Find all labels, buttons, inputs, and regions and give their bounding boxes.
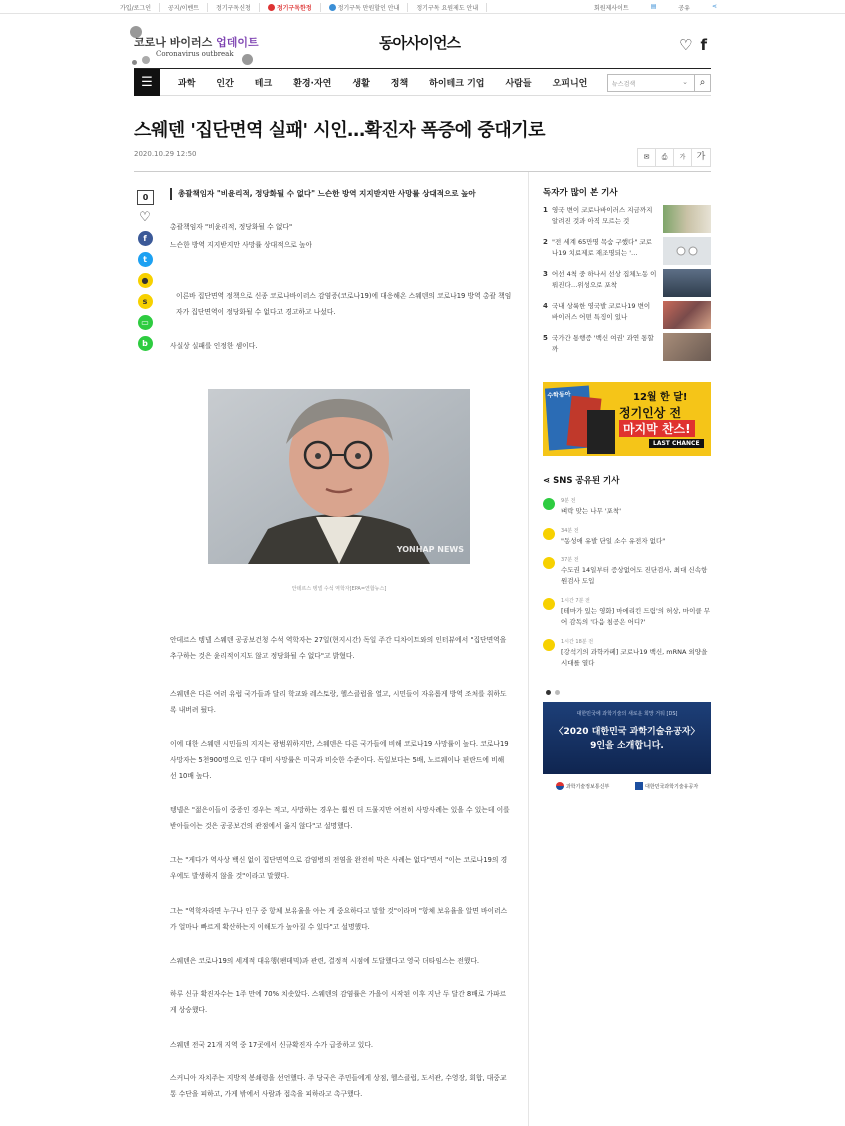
column-divider bbox=[528, 172, 529, 1126]
line-icon bbox=[543, 498, 555, 510]
header-icons bbox=[679, 36, 707, 54]
heart-icon[interactable]: ♡ bbox=[679, 36, 693, 54]
font-decrease-button[interactable]: 가 bbox=[674, 149, 692, 166]
site-logo[interactable]: 동아사이언스 bbox=[379, 34, 460, 52]
sns-item[interactable]: 37분 전 수도권 14일부터 증상없어도 진단검사, 최대 신속항원검사 도입 bbox=[543, 556, 713, 587]
email-icon[interactable]: ✉ bbox=[638, 149, 656, 166]
kakaostory-share-icon[interactable]: s bbox=[138, 294, 153, 309]
summary-line: 느슨한 방역 지지받지만 사망률 상대적으로 높아 bbox=[170, 241, 313, 249]
info-icon bbox=[329, 4, 336, 11]
science-award-ad-banner[interactable] bbox=[543, 702, 711, 798]
thumbnail-image[interactable] bbox=[663, 333, 711, 361]
thumbnail-image[interactable] bbox=[663, 269, 711, 297]
site-header bbox=[134, 16, 711, 68]
article-paragraph: 이른바 집단면역 정책으로 신종 코로나바이러스 감염증(코로나19)에 대응해온 스웨덴의 코로나19 방역 총괄 책임자가 집단면역이 정당화될 수 없다고 경고하고 나섰다. bbox=[176, 292, 512, 316]
article-paragraph: 스웨덴 전국 21개 지역 중 17곳에서 신규확진자 수가 급증하고 있다. bbox=[170, 1041, 374, 1049]
kakao-icon bbox=[543, 639, 555, 651]
article-paragraph: 하루 신규 확진자수는 1주 만에 70% 치솟았다. 스웨덴의 감염률은 가을이 시작된 이후 지난 두 달간 8배로 가파르게 상승했다. bbox=[170, 990, 507, 1014]
member-site-link[interactable]: 회원제사이트 bbox=[593, 5, 629, 12]
search-input[interactable]: 뉴스검색 ⌄ ⌕ bbox=[607, 74, 711, 92]
article-paragraph: 스커니아 자치주는 지방적 봉쇄령을 선언했다. 주 당국은 주민들에게 상점, 헬스클럽, 도서관, 수영장, 회합, 대중교통 수단을 피하고, 가게 밖에서 사람과 접촉을 피하라고 촉구했다. bbox=[170, 1074, 507, 1098]
nav-item-opinion[interactable]: 오피니언 bbox=[552, 78, 588, 89]
social-share-bar bbox=[137, 190, 153, 351]
article-paragraph: 스웨덴은 다른 여러 유럽 국가들과 달리 학교와 레스토랑, 헬스클럽을 열고, 시민들이 자유롭게 방역 조처를 취하도록 내버려 뒀다. bbox=[170, 690, 507, 714]
article-lead bbox=[170, 188, 510, 200]
photo-caption: 안데르스 텡넬 수석 역학자[EPA=연합뉴스] bbox=[291, 586, 387, 592]
ad-tag: LAST CHANCE bbox=[649, 439, 704, 448]
popular-item[interactable]: 5 국가간 통행증 '백신 여권' 과연 통할까 bbox=[543, 334, 654, 353]
virus-graphic bbox=[142, 56, 150, 64]
top-right-links bbox=[594, 3, 717, 12]
virus-graphic bbox=[132, 60, 137, 65]
sns-item[interactable]: 1시간 7분 전 [테마가 있는 영화] 마에리킨 드림'의 허상, 마이클 무어 감독의 '다음 침공은 어디?' bbox=[543, 597, 713, 628]
share-link[interactable]: 공유 bbox=[678, 5, 690, 12]
ad-small-text: 대한민국에 과학기술의 새로운 희망 거둬 [DS] bbox=[576, 711, 678, 717]
line-share-icon[interactable]: ▭ bbox=[138, 315, 153, 330]
share-icon: ⋖ bbox=[543, 476, 554, 486]
article-paragraph: 사실상 실패를 인정한 셈이다. bbox=[170, 342, 258, 350]
subscribe-limited-link[interactable]: 정기구독한정 bbox=[260, 3, 321, 12]
popular-title: 독자가 많이 본 기사 bbox=[543, 188, 618, 198]
ad-line1: 정기인상 전 bbox=[619, 406, 682, 420]
like-count: 0 bbox=[137, 190, 154, 205]
summary-line: 총괄책임자 "비윤리적, 정당화될 수 없다" bbox=[170, 223, 293, 231]
chevron-down-icon: ⌄ bbox=[682, 78, 688, 86]
main-nav bbox=[134, 68, 711, 96]
nav-item-people[interactable]: 사람들 bbox=[505, 78, 532, 89]
ad-title-line2: 9인을 소개합니다. bbox=[590, 741, 664, 751]
covid-update-logo[interactable]: 코로나 바이러스 업데이트 bbox=[134, 36, 259, 49]
article-paragraph: 텡넬은 "젊은이들이 중증인 경우는 적고, 사망하는 경우는 훨씬 더 드물지만 여전히 사망사례는 있을 수 있는데 이를 받아들이는 것은 공공보건의 관점에서 옳지 않다"고 설명했다. bbox=[170, 806, 510, 830]
carousel-dot[interactable] bbox=[555, 690, 560, 695]
heart-icon[interactable]: ♡ bbox=[139, 210, 151, 225]
facebook-icon[interactable]: f bbox=[700, 36, 707, 54]
sns-title: ⋖ SNS 공유된 기사 bbox=[543, 476, 620, 486]
nav-item-human[interactable]: 인간 bbox=[216, 78, 234, 89]
thumbnail-image[interactable] bbox=[663, 237, 711, 265]
covid-update-subtitle: Coronavirus outbreak bbox=[156, 50, 234, 58]
nav-item-science[interactable]: 과학 bbox=[178, 78, 196, 89]
nav-item-life[interactable]: 생활 bbox=[352, 78, 370, 89]
kakao-icon bbox=[543, 598, 555, 610]
article-paragraph: 안데르스 텡넬 스웨덴 공공보건청 수석 역학자는 27일(현지시간) 독일 주간 디차이트와의 인터뷰에서 "집단면역을 추구하는 것은 윤리적이지도 않고 정당화될 수 없다"고 밝혔다. bbox=[170, 636, 507, 660]
print-icon[interactable]: ⎙ bbox=[656, 149, 674, 166]
badge-icon bbox=[268, 4, 275, 11]
search-icon[interactable]: ⌕ bbox=[694, 75, 710, 91]
article-subheadline: 총괄책임자 "비윤리적, 정당화될 수 없다" 느슨한 방역 지지받지만 사망률 상대적으로 높아 bbox=[170, 188, 510, 200]
top-utility-bar bbox=[0, 0, 845, 14]
popular-item[interactable]: 3 어선 4척 중 하나서 선상 집체노동 이뤄진다…위성으로 포착 bbox=[543, 270, 657, 289]
article-paragraph: 그는 "게다가 역사상 백신 없이 집단면역으로 감염병의 전염을 완전히 막은 사례는 없다"면서 "이는 코로나19의 경우에도 발생하지 않을 것"이라고 말했다. bbox=[170, 856, 508, 880]
kakaotalk-share-icon[interactable]: ● bbox=[138, 273, 153, 288]
article-date: 2020.10.29 12:50 bbox=[134, 150, 197, 158]
font-increase-button[interactable]: 가 bbox=[696, 152, 706, 162]
kakao-icon bbox=[543, 528, 555, 540]
pills-graphic bbox=[663, 237, 711, 265]
twitter-share-icon[interactable]: t bbox=[138, 252, 153, 267]
photo-watermark: YONHAP NEWS bbox=[396, 545, 464, 554]
band-share-icon[interactable]: b bbox=[138, 336, 153, 351]
divider bbox=[134, 171, 711, 172]
ad-title-line1: 〈2020 대한민국 과학기술유공자〉 bbox=[554, 727, 700, 737]
article-title: 스웨덴 '집단면역 실패' 시인…확진자 폭증에 중대기로 bbox=[134, 120, 546, 141]
magazine-cover-image: 수학동아 bbox=[545, 386, 593, 451]
popular-item[interactable]: 1 영국 변이 코로나바이러스 지금까지 알려진 것과 아직 모르는 것 bbox=[543, 206, 653, 225]
sns-item[interactable]: 1시간 18분 전 [강석기의 과학카페] 코로나19 백신, mRNA 외양을 시대를 열다 bbox=[543, 638, 713, 669]
award-logo: 대한민국과학기술유공자 bbox=[635, 782, 698, 790]
grid-icon[interactable]: ▤ bbox=[650, 3, 657, 10]
discount-link[interactable]: 정기구독 만원할인 안내 bbox=[321, 3, 409, 12]
login-link[interactable]: 가입/로그인 bbox=[120, 3, 160, 12]
article-photo bbox=[208, 389, 470, 564]
ad-headline: 12월 한 달! bbox=[633, 392, 688, 403]
ministry-logo: 과학기술정보통신부 bbox=[556, 782, 609, 790]
virus-graphic bbox=[242, 54, 253, 65]
nav-item-policy[interactable]: 정책 bbox=[390, 78, 409, 89]
agent-link[interactable]: 정기구독 요원제도 안내 bbox=[408, 3, 487, 12]
sns-item[interactable]: 34분 전 "동성애 유발 단일 소수 유전자 없다" bbox=[543, 527, 713, 547]
magazine-cover-image bbox=[587, 410, 615, 454]
nav-item-tech[interactable]: 테크 bbox=[254, 78, 273, 89]
carousel-dot-active[interactable] bbox=[546, 690, 551, 695]
nav-menu bbox=[178, 76, 608, 89]
subscribe-link[interactable]: 정기구독신청 bbox=[208, 3, 260, 12]
share-icon[interactable]: ⋖ bbox=[711, 3, 717, 10]
facebook-share-icon[interactable]: f bbox=[138, 231, 153, 246]
menu-icon[interactable]: ☰ bbox=[134, 69, 160, 96]
notice-link[interactable]: 공지/이벤트 bbox=[160, 3, 208, 12]
thumbnail-image[interactable] bbox=[663, 301, 711, 329]
ad-footer bbox=[543, 774, 711, 798]
article-paragraph: 그는 "역학자라면 누구나 인구 중 항체 보유율을 아는 게 중요하다고 말할 것"이라며 "항체 보유율을 알면 바이러스가 얼마나 빠르게 확산하는지 이해도가 높아질 수 있다"고 설명했다. bbox=[170, 907, 508, 931]
sns-item[interactable]: 9분 전 벼락 맞는 나무 '포착' bbox=[543, 497, 713, 517]
kakao-icon bbox=[543, 557, 555, 569]
article-paragraph: 스웨덴은 코로나19의 세계적 대유행(팬데믹)과 관련, 결정적 시점에 도달했다고 영국 더타임스는 전했다. bbox=[170, 957, 480, 965]
article-paragraph: 이에 대한 스웨덴 시민들의 지지는 광범위하지만, 스웨덴은 다른 국가들에 비해 코로나19 사망률이 높다. 코로나19 사망자는 5천900명으로 인구 대비 사망률은 미국과 비슷한 수준이다. 독일보다는 5배, 노르웨이나 핀란드에 비해선 10배 높다. bbox=[170, 740, 509, 780]
article-tools bbox=[637, 148, 711, 167]
subscription-ad-banner[interactable] bbox=[543, 382, 711, 456]
popular-item[interactable]: 2 "전 세계 65만명 목숨 구했다" 코로나19 치료제로 재조명되는 '… bbox=[543, 238, 652, 257]
popular-item[interactable]: 4 국내 상륙한 영국발 코로나19 변이 바이러스 어떤 특징이 있나 bbox=[543, 302, 651, 321]
nav-item-environment[interactable]: 환경·자연 bbox=[293, 78, 332, 89]
thumbnail-image[interactable] bbox=[663, 205, 711, 233]
top-left-links bbox=[120, 3, 487, 12]
ad-line2: 마지막 찬스! bbox=[619, 420, 695, 437]
nav-item-hightech[interactable]: 하이테크 기업 bbox=[429, 78, 485, 89]
carousel-dots bbox=[546, 690, 560, 695]
portrait-image bbox=[208, 389, 470, 564]
